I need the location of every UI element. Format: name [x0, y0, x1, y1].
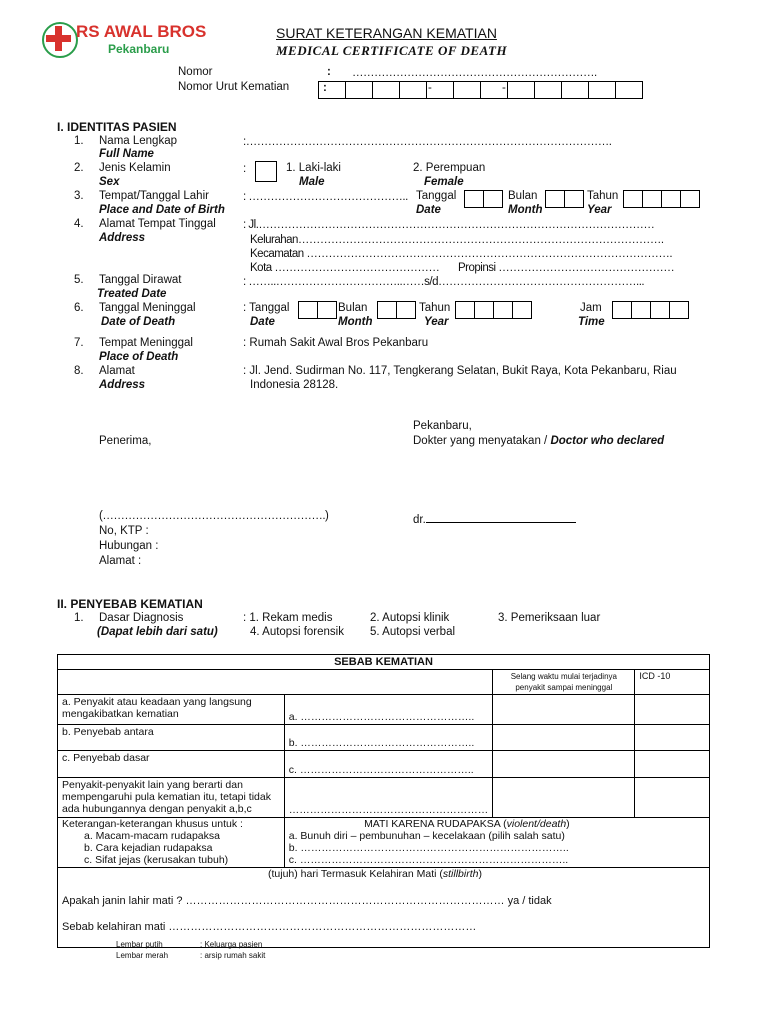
alamat-penerima-label: Alamat :	[99, 555, 142, 567]
item-number-4: 4.	[74, 218, 84, 230]
penerima-label: Penerima,	[99, 435, 152, 447]
female-label: Female	[424, 176, 464, 188]
sebab-kematian-table	[57, 654, 710, 948]
dirawat-label-en: Treated Date	[97, 288, 167, 300]
tempat-label: Tempat Meninggal	[99, 337, 193, 349]
ttl-place-field[interactable]: : ……………………………………..	[243, 191, 408, 203]
header-empty-2	[284, 670, 493, 695]
stillbirth-cell	[58, 868, 710, 948]
tempat-value: : Rumah Sakit Awal Bros Pekanbaru	[243, 337, 429, 349]
jam-label: Jam	[580, 302, 602, 314]
alamat2-line1: : Jl. Jend. Sudirman No. 117, Tengkerang Selatan, Bukit Raya, Kota Pekanbaru, Riau	[243, 365, 677, 377]
mati-title-end: )	[566, 818, 570, 830]
item-number-3: 3.	[74, 190, 84, 202]
nomor-field[interactable]: ………………………………………………………….	[352, 67, 597, 79]
dasar-number: 1.	[74, 612, 84, 624]
row-lain-selang[interactable]	[493, 778, 635, 818]
table-title: SEBAB KEMATIAN	[58, 655, 710, 670]
signature-city: Pekanbaru,	[413, 420, 472, 432]
dasar-opt-5[interactable]: 5. Autopsi verbal	[370, 626, 456, 638]
tujuh-end: )	[478, 868, 482, 880]
dokter-label: Dokter yang menyatakan /	[413, 435, 551, 447]
dirawat-label: Tanggal Dirawat	[99, 274, 182, 286]
perempuan-label: 2. Perempuan	[413, 162, 486, 174]
dasar-opt-3[interactable]: 3. Pemeriksaan luar	[498, 612, 601, 624]
nomor-urut-boxes[interactable]	[318, 81, 643, 99]
propinsi-field[interactable]: Propinsi …………………………………………	[458, 262, 675, 274]
dasar-label: Dasar Diagnosis	[99, 612, 184, 624]
nomor-urut-label: Nomor Urut Kematian	[178, 81, 290, 93]
row-a-field[interactable]: a. …………………………………………..	[284, 695, 493, 725]
laki-label: 1. Laki-laki	[286, 162, 341, 174]
row-b-field[interactable]: b. …………………………………………..	[284, 725, 493, 751]
item-number-1: 1.	[74, 135, 84, 147]
meninggal-month-label: Month	[338, 316, 373, 328]
meninggal-bulan-label: Bulan	[338, 302, 368, 314]
lembar-putih-value: : Keluarga pasien	[200, 940, 263, 949]
nama-label-en: Full Name	[99, 148, 154, 160]
alamat2-label-en: Address	[99, 379, 146, 391]
alamat-jl-field[interactable]: : Jl.………………………………………………………………………………………………	[243, 219, 655, 231]
khusus-b: b. Cara kejadian rudapaksa	[84, 842, 213, 854]
nomor-urut-dash-2: -	[502, 82, 506, 94]
row-lain-field[interactable]: …………………………………………………	[284, 778, 493, 818]
sebab-lahir-line[interactable]: Sebab kelahiran mati …………………………………………………………………………	[62, 921, 477, 933]
row-c-selang[interactable]	[493, 751, 635, 778]
mati-b[interactable]: b. …………………………………………………………………..	[288, 842, 569, 854]
ttl-year-boxes[interactable]	[623, 190, 700, 208]
janin-line[interactable]: Apakah janin lahir mati ? …………………………………………………………………………… ya / tidak	[62, 895, 552, 907]
mati-title-en: violent/death	[506, 818, 567, 830]
dasar-opt-2[interactable]: 2. Autopsi klinik	[370, 612, 450, 624]
row-b-icd[interactable]	[635, 725, 710, 751]
jk-colon: :	[243, 163, 247, 175]
row-lain-label: Penyakit-penyakit lain yang berarti dan mempengaruhi pula kematian itu, tetapi tidak ada hubungannya dengan penyakit a,b,c	[58, 778, 285, 818]
khusus-cell	[58, 818, 285, 868]
khusus-c: c. Sifat jejas (kerusakan tubuh)	[84, 854, 229, 866]
row-lain-icd[interactable]	[635, 778, 710, 818]
logo-cross-bar	[46, 35, 71, 42]
tujuh-text: (tujuh) hari Termasuk Kelahiran Mati (	[268, 868, 443, 880]
nomor-urut-dash-1: -	[428, 82, 432, 94]
row-b-selang[interactable]	[493, 725, 635, 751]
alamat-label-en: Address	[99, 232, 146, 244]
male-label: Male	[299, 176, 325, 188]
ttl-month-boxes[interactable]	[545, 190, 584, 208]
alamat-label: Alamat Tempat Tinggal	[99, 218, 216, 230]
ttl-bulan-label: Bulan	[508, 190, 538, 202]
item-number-8: 8.	[74, 365, 84, 377]
page-subtitle: MEDICAL CERTIFICATE OF DEATH	[276, 43, 508, 58]
nama-field[interactable]: :……………………………………………………………………………………….	[243, 136, 612, 148]
meninggal-month-boxes[interactable]	[377, 301, 416, 319]
ttl-date-label: Date	[416, 204, 441, 216]
item-number-7: 7.	[74, 337, 84, 349]
signature-dokter	[413, 435, 664, 447]
ttl-day-boxes[interactable]	[464, 190, 503, 208]
selang-header: Selang waktu mulai terjadinya penyakit sampai meninggal	[493, 670, 635, 695]
nomor-colon: :	[327, 66, 331, 78]
dasar-opt-1[interactable]: : 1. Rekam medis	[243, 612, 333, 624]
ttl-label-en: Place and Date of Birth	[99, 204, 225, 216]
nomor-label: Nomor	[178, 66, 213, 78]
dasar-opt-4[interactable]: 4. Autopsi forensik	[250, 626, 344, 638]
header-empty-1	[58, 670, 285, 695]
ttl-tahun-label: Tahun	[587, 190, 619, 202]
khusus-a: a. Macam-macam rudapaksa	[84, 830, 220, 842]
alamat2-line2: Indonesia 28128.	[250, 379, 339, 391]
ttl-month-label: Month	[508, 204, 543, 216]
dokter-label-en: Doctor who declared	[550, 435, 665, 447]
meninggal-label-en: Date of Death	[101, 316, 176, 328]
tujuh-en: stillbirth	[442, 868, 479, 880]
row-c-field[interactable]: c. …………………………………………..	[284, 751, 493, 778]
lembar-putih-label: Lembar putih	[116, 940, 163, 949]
row-a-icd[interactable]	[635, 695, 710, 725]
nomor-urut-colon: :	[323, 82, 327, 94]
mati-cell	[284, 818, 709, 868]
penerima-signature-line[interactable]: (…………………………………………………….)	[99, 510, 329, 522]
meninggal-year-boxes[interactable]	[455, 301, 532, 319]
time-label: Time	[578, 316, 605, 328]
mati-a[interactable]: a. Bunuh diri – pembunuhan – kecelakaan (pilih salah satu)	[288, 830, 565, 842]
section-penyebab-heading: II. PENYEBAB KEMATIAN	[57, 597, 203, 611]
jam-boxes[interactable]	[612, 301, 689, 319]
jk-label-en: Sex	[99, 176, 120, 188]
tujuh-line	[62, 868, 705, 880]
row-a-label: a. Penyakit atau keadaan yang langsung mengakibatkan kematian	[58, 695, 285, 725]
logo-name: RS AWAL BROS	[76, 22, 207, 41]
row-a-selang[interactable]	[493, 695, 635, 725]
kecamatan-field[interactable]: Kecamatan ……………………………………………………………………………………….	[250, 248, 673, 260]
dr-label: dr.	[413, 514, 426, 526]
jk-label: Jenis Kelamin	[99, 162, 171, 174]
row-c-label: c. Penyebab dasar	[58, 751, 285, 778]
ttl-tanggal-label: Tanggal	[416, 190, 457, 202]
meninggal-day-boxes[interactable]	[298, 301, 337, 319]
meninggal-tanggal-label: : Tanggal	[243, 302, 290, 314]
mati-title	[289, 818, 705, 830]
tempat-label-en: Place of Death	[99, 351, 179, 363]
meninggal-label: Tanggal Meninggal	[99, 302, 196, 314]
row-b-label: b. Penyebab antara	[58, 725, 285, 751]
item-number-6: 6.	[74, 302, 84, 314]
logo-city: Pekanbaru	[108, 42, 170, 56]
alamat2-label: Alamat	[99, 365, 135, 377]
mati-c[interactable]: c. …………………………………………………………………..	[288, 854, 569, 866]
dokter-signature-line	[426, 510, 576, 523]
dasar-label-en: (Dapat lebih dari satu)	[97, 626, 218, 638]
hubungan-label: Hubungan :	[99, 540, 159, 552]
page-title: SURAT KETERANGAN KEMATIAN	[276, 25, 497, 41]
ttl-label: Tempat/Tanggal Lahir	[99, 190, 209, 202]
ktp-label: No, KTP :	[99, 525, 149, 537]
lembar-merah-label: Lembar merah	[116, 951, 169, 960]
lembar-merah-value: : arsip rumah sakit	[200, 951, 266, 960]
ttl-year-label: Year	[587, 204, 612, 216]
dokter-signature[interactable]	[413, 510, 576, 526]
khusus-label: Keterangan-keterangan khusus untuk :	[62, 818, 243, 830]
icd-header: ICD -10	[635, 670, 710, 695]
meninggal-tahun-label: Tahun	[419, 302, 451, 314]
meninggal-year-label: Year	[424, 316, 449, 328]
meninggal-date-label: Date	[250, 316, 275, 328]
mati-title-text: MATI KARENA RUDAPAKSA (	[364, 818, 507, 830]
kelurahan-field[interactable]: Kelurahan……………………………………………………………………………………….	[250, 234, 664, 246]
section-identitas-heading: I. IDENTITAS PASIEN	[57, 120, 177, 134]
item-number-2: 2.	[74, 162, 84, 174]
item-number-5: 5.	[74, 274, 84, 286]
dirawat-field[interactable]: : ……..……………………………..……s/d………………………………………………...	[243, 276, 645, 288]
kota-field[interactable]: Kota ………………………………………	[250, 262, 440, 274]
nama-label: Nama Lengkap	[99, 135, 177, 147]
row-c-icd[interactable]	[635, 751, 710, 778]
jk-checkbox[interactable]	[255, 161, 277, 182]
